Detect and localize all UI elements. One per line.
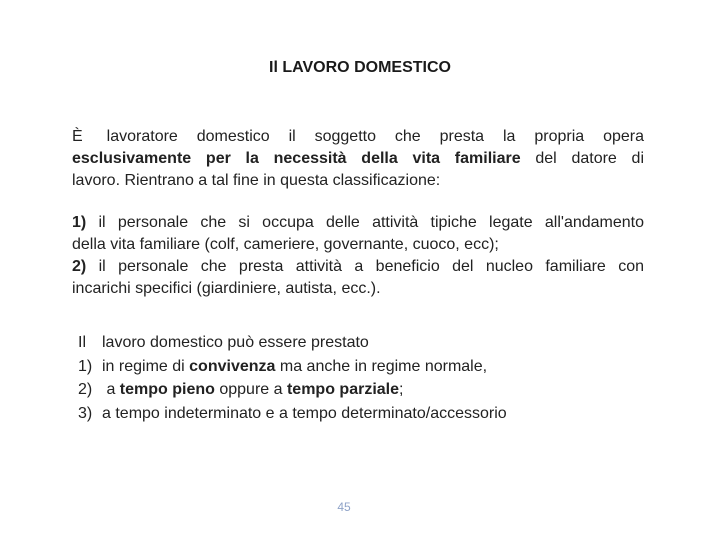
classification-text: il personale che si occupa delle attività tipiche legate all'andamento — [86, 214, 644, 231]
classification-line-4: incarichi specifici (giardiniere, autista, ecc.). — [72, 280, 381, 297]
definition-line-1 — [72, 126, 644, 148]
list-item-text: ma anche in regime normale, — [275, 357, 488, 375]
list-item — [78, 378, 638, 402]
list-intro-prefix: Il — [78, 334, 86, 351]
list-item — [78, 402, 638, 426]
classification-line-3 — [72, 256, 644, 278]
list-item-number: 3) — [78, 404, 93, 422]
list-item-bold: tempo parziale — [286, 381, 399, 398]
list-item-text: in regime di — [102, 357, 190, 375]
definition-text-2: del datore di — [520, 150, 645, 167]
classification-line-2: della vita familiare (colf, cameriere, governante, cuoco, ecc); — [72, 236, 499, 253]
list-item-number: 1) — [78, 357, 93, 375]
classification-text: il personale che presta attività a beneficio del nucleo familiare con — [86, 258, 644, 275]
definition-line-2 — [72, 148, 644, 170]
page-number: 45 — [337, 500, 351, 514]
page-title: Il LAVORO DOMESTICO — [269, 59, 451, 76]
item-number: 2) — [72, 258, 87, 275]
list-item-number: 2) — [78, 381, 93, 398]
definition-text-1: lavoratore domestico il soggetto che presta la propria opera — [106, 128, 644, 145]
accented-e: È — [72, 128, 83, 145]
list-item-text: a — [102, 381, 120, 398]
list-item-bold: tempo pieno — [119, 381, 215, 398]
list-intro-text: lavoro domestico può essere prestato — [102, 334, 369, 351]
list-item-text: oppure a — [214, 381, 287, 398]
list-intro — [78, 331, 638, 355]
classification-paragraph — [72, 212, 644, 300]
definition-bold-text: esclusivamente per la necessità della vita familiare — [72, 150, 521, 167]
definition-paragraph — [72, 126, 644, 192]
list-item-bold: convivenza — [189, 357, 276, 375]
definition-line-3: lavoro. Rientrano a tal fine in questa classificazione: — [72, 172, 441, 189]
list-item — [78, 355, 638, 379]
classification-line-1 — [72, 212, 644, 234]
list-item-text: a tempo indeterminato e a tempo determinato/accessorio — [102, 404, 507, 422]
list-item-text: ; — [399, 381, 404, 398]
work-modes-list — [78, 331, 638, 425]
item-number: 1) — [72, 214, 87, 231]
